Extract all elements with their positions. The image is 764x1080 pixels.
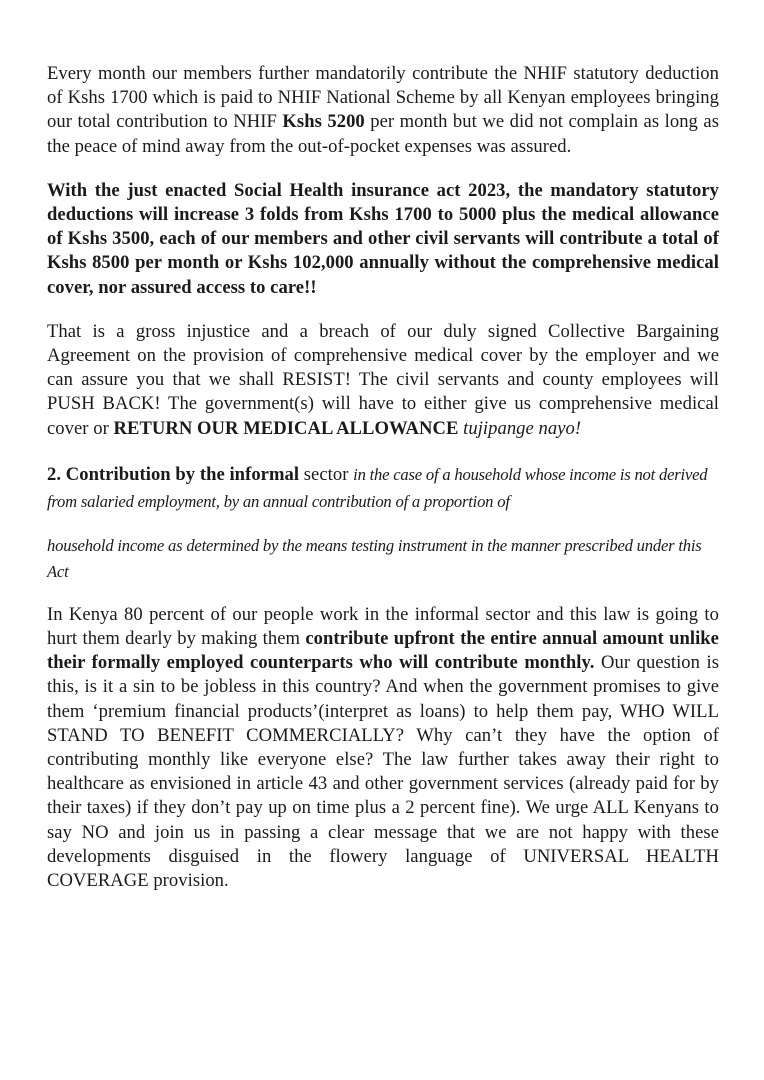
- bold-upfront-contribution: contribute upfront the entire annual amount unlike their formally employed counterparts who will contribute monthly.: [47, 628, 719, 674]
- paragraph-injustice: [47, 320, 719, 441]
- section-heading-rest: sector: [299, 463, 354, 485]
- paragraph-social-health-act: [47, 179, 719, 300]
- paragraph-nhif-contribution: [47, 62, 719, 159]
- paragraph-text: With the just enacted Social Health insurance act 2023, the mandatory statutory deductions will increase 3 folds from Kshs 1700 to 5000 plus the medical allowance of Kshs 3500, each of our members and other civil servants will contribute a total of Kshs 8500 per month or Kshs 102,000 annually without the comprehensive medical cover, nor assured access to care!!: [47, 179, 719, 298]
- section-heading-bold: 2. Contribution by the informal: [47, 463, 300, 485]
- paragraph-text-tail: Our question is this, is it a sin to be jobless in this country? And when the government promises to give them ‘premium financial products’(interpret as loans) to help them pay, WHO WILL STAND TO BENEFIT COMMERCIALLY? Why can’t they have the option of contributing monthly like everyone else? The law further takes away their right to healthcare as envisioned in article 43 and other government services (already paid for by their taxes) if they don’t pay up on time plus a 2 percent fine). We urge ALL Kenyans to say NO and join us in passing a clear message that we are not happy with these developments disguised in the flowery language of UNIVERSAL HEALTH COVERAGE provision.: [47, 652, 720, 892]
- bold-demand: RETURN OUR MEDICAL ALLOWANCE: [113, 417, 459, 439]
- paragraph-text-tail: per month but we did not complain as long as the peace of mind away from the out-of-pocket expenses was assured.: [47, 111, 719, 157]
- italic-slogan: tujipange nayo!: [458, 417, 582, 439]
- paragraph-text: In Kenya 80 percent of our people work in the informal sector and this law is going to hurt them dearly by making them: [47, 603, 719, 650]
- section-heading-informal-sector: [47, 461, 719, 515]
- paragraph-informal-sector: [47, 603, 719, 893]
- act-quote-part-a: in the case of a household whose income is not derived from salaried employment, by an annual contribution of a proportion of: [47, 464, 708, 511]
- paragraph-text: Every month our members further mandatorily contribute the NHIF statutory deduction of Kshs 1700 which is paid to NHIF National Scheme by all Kenyan employees bringing our total contribution to NHIF: [47, 63, 719, 133]
- document-page: [47, 62, 719, 893]
- paragraph-text: That is a gross injustice and a breach of our duly signed Collective Bargaining Agreement on the provision of comprehensive medical cover by the employer and we can assure you that we shall RESIST! The civil servants and county employees will PUSH BACK! The government(s) will have to either give us comprehensive medical cover or: [47, 320, 719, 439]
- act-quote-part-b: household income as determined by the means testing instrument in the manner prescribed under this Act: [47, 535, 702, 581]
- bold-amount: Kshs 5200: [282, 111, 365, 133]
